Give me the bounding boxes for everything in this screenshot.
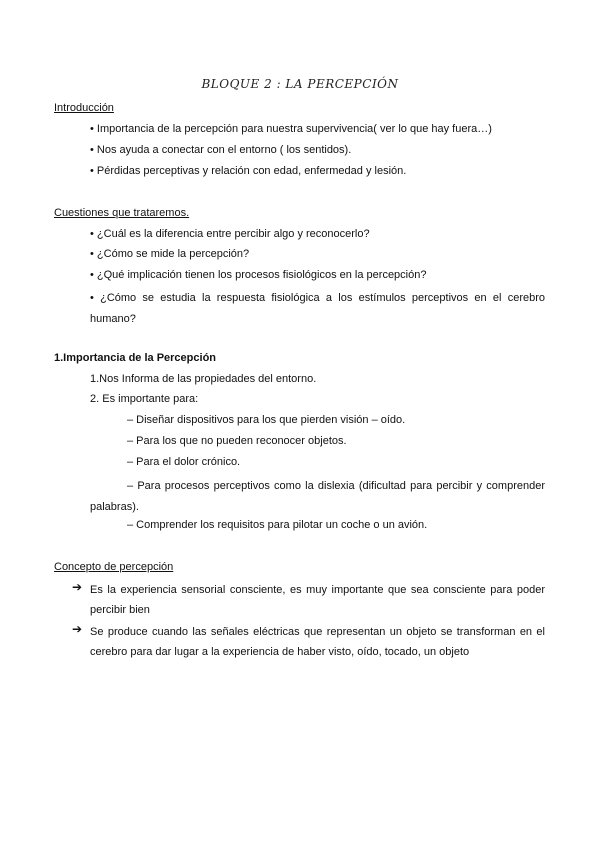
intro-item: • Nos ayuda a conectar con el entorno ( los sentidos). — [90, 144, 352, 156]
cuestion-item: • ¿Cuál es la diferencia entre percibir algo y reconocerlo? — [90, 228, 370, 240]
importancia-heading: 1.Importancia de la Percepción — [54, 352, 217, 364]
intro-item: • Importancia de la percepción para nuestra supervivencia( ver lo que hay fuera…) — [90, 123, 492, 135]
cuestion-item: • ¿Cómo se mide la percepción? — [90, 248, 250, 260]
importancia-subitem: – Diseñar dispositivos para los que pierden visión – oído. — [127, 414, 406, 426]
importancia-subitem: – Comprender los requisitos para pilotar un coche o un avión. — [127, 519, 428, 531]
cuestiones-heading: Cuestiones que trataremos. — [54, 207, 190, 219]
importancia-subitem: – Para procesos perceptivos como la dislexia (dificultad para percibir y comprender palabras). — [90, 480, 545, 513]
page-title: BLOQUE 2 : LA PERCEPCIÓN — [201, 77, 399, 91]
importancia-subitem: – Para el dolor crónico. — [127, 456, 241, 468]
importancia-point: 2. Es importante para: — [90, 393, 199, 405]
concepto-heading: Concepto de percepción — [54, 561, 174, 573]
intro-item: • Pérdidas perceptivas y relación con edad, enfermedad y lesión. — [90, 165, 407, 177]
importancia-subitem: – Para los que no pueden reconocer objetos. — [127, 435, 347, 447]
concepto-item: Es la experiencia sensorial consciente, es muy importante que sea consciente para poder percibir bien — [90, 584, 545, 616]
arrow-icon: ➔ — [72, 622, 83, 636]
importancia-point: 1.Nos Informa de las propiedades del entorno. — [90, 373, 317, 385]
concepto-item: Se produce cuando las señales eléctricas que representan un objeto se transforman en el cerebro para dar lugar a la experiencia de haber visto, oído, tocado, un objeto — [90, 626, 545, 658]
cuestion-item: • ¿Qué implicación tienen los procesos fisiológicos en la percepción? — [90, 269, 427, 281]
intro-heading: Introducción — [54, 102, 114, 114]
arrow-icon: ➔ — [72, 580, 83, 594]
cuestion-item: • ¿Cómo se estudia la respuesta fisiológica a los estímulos perceptivos en el cerebro humano? — [90, 292, 545, 325]
